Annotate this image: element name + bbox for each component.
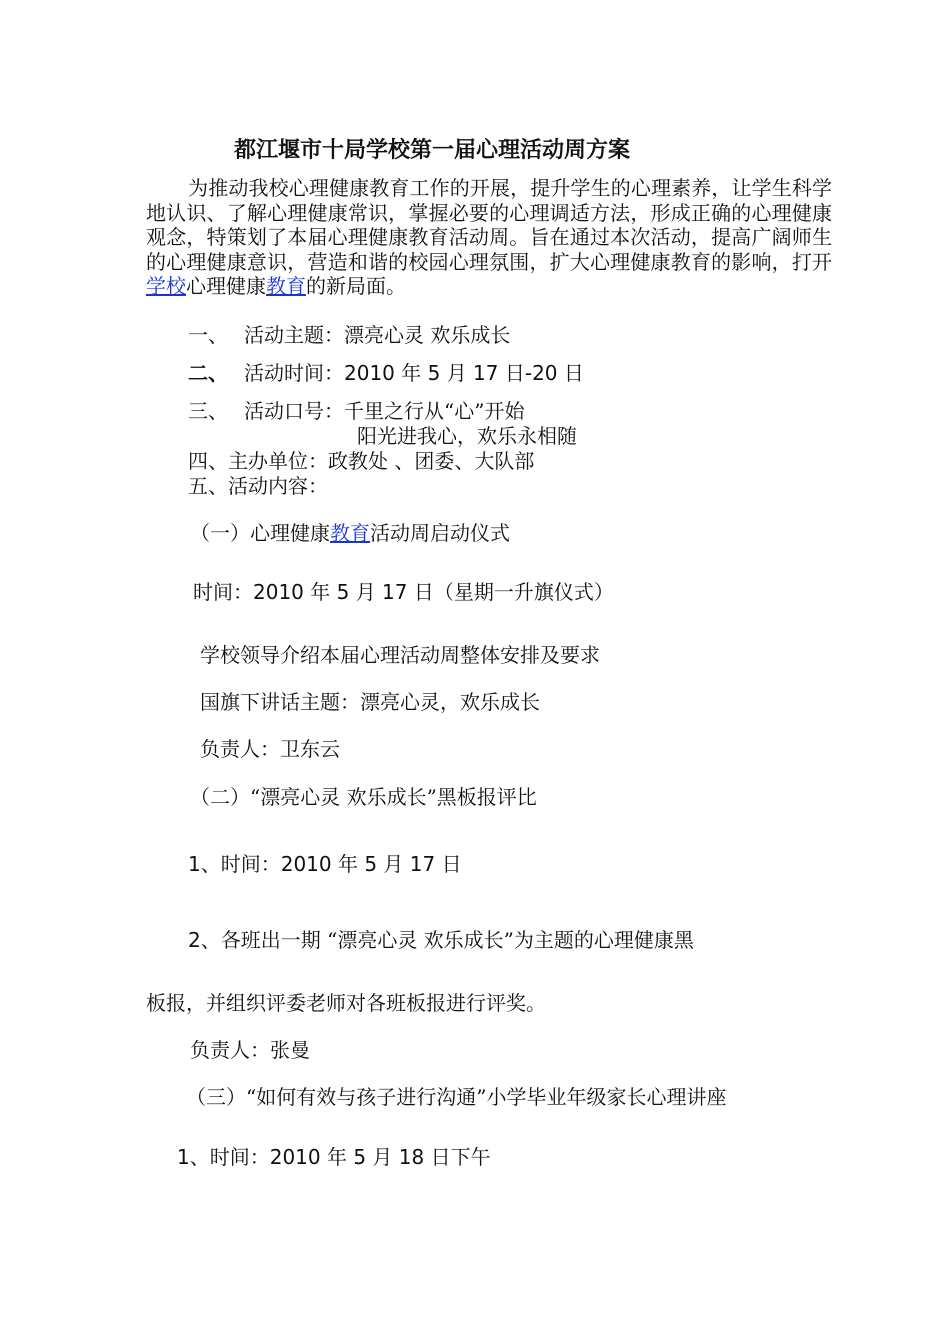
part-2-item-2 [188, 928, 694, 952]
item-text: 、各班出一期 “漂亮心灵 欢乐成长”为主题的心理健康黑 [200, 928, 694, 952]
item-number: 1 [177, 1145, 190, 1169]
part-1-owner: 负责人：卫东云 [200, 737, 340, 761]
section-date: 2010 年 5 月 17 日-20 日 [344, 361, 584, 385]
part-3-item-1 [177, 1145, 491, 1169]
part-1-line-1: 学校领导介绍本届心理活动周整体安排及要求 [200, 643, 600, 667]
section-text: 活动主题：漂亮心灵 欢乐成长 [244, 323, 511, 347]
section-label: 活动时间： [244, 361, 344, 385]
section-theme [188, 323, 510, 347]
intro-text-3: 的新局面。 [306, 274, 406, 298]
school-link[interactable]: 学校 [146, 274, 186, 298]
part-1-heading-text: （一）心理健康 [190, 521, 330, 545]
section-number: 一、 [188, 323, 228, 347]
item-number: 1 [188, 852, 201, 876]
time-value: 2010 年 5 月 17 日 [253, 580, 434, 604]
part-1-time [193, 580, 614, 604]
section-content: 五、活动内容： [188, 474, 328, 498]
part-1-heading-text-2: 活动周启动仪式 [370, 521, 510, 545]
time-note: （星期一升旗仪式） [433, 580, 614, 604]
part-3-heading: （三）“如何有效与孩子进行沟通”小学毕业年级家长心理讲座 [186, 1085, 727, 1109]
part-1-line-2: 国旗下讲话主题：漂亮心灵，欢乐成长 [200, 690, 540, 714]
section-text: 活动口号：千里之行从“心”开始 [244, 399, 525, 423]
item-value: 2010 年 5 月 18 日 [269, 1145, 451, 1169]
section-time [188, 361, 584, 385]
time-label: 时间： [193, 580, 253, 604]
slogan-line-2: 阳光进我心，欢乐永相随 [357, 424, 577, 448]
education-link-2[interactable]: 教育 [330, 521, 370, 545]
intro-text-1: 为推动我校心理健康教育工作的开展，提升学生的心理素养，让学生科学地认识、了解心理健康常识，掌握必要的心理调适方法，形成正确的心理健康观念，特策划了本届心理健康教育活动周。旨在通过本次活动，提高广阔师生的心理健康意识，营造和谐的校园心理氛围，扩大心理健康教育的影响，打开 [146, 176, 832, 274]
item-value: 2010 年 5 月 17 日 [280, 852, 462, 876]
item-number: 2 [188, 928, 201, 952]
section-organizer: 四、主办单位：政教处 、团委、大队部 [188, 449, 535, 473]
document-title: 都江堰市十局学校第一届心理活动周方案 [234, 137, 631, 163]
part-2-owner: 负责人：张曼 [190, 1038, 310, 1062]
item-label: 、时间： [189, 1145, 270, 1169]
section-number: 三、 [188, 399, 228, 423]
section-number: 二、 [188, 361, 228, 385]
part-2-heading: （二）“漂亮心灵 欢乐成长”黑板报评比 [190, 785, 537, 809]
intro-text-2: 心理健康 [186, 274, 266, 298]
item-label: 、时间： [200, 852, 281, 876]
intro-paragraph [146, 176, 832, 299]
part-2-item-1 [188, 852, 462, 876]
part-1-heading [190, 521, 510, 545]
item-suffix: 下午 [450, 1145, 491, 1169]
part-2-item-2-continued: 板报，并组织评委老师对各班板报进行评奖。 [146, 991, 546, 1015]
education-link[interactable]: 教育 [266, 274, 306, 298]
section-slogan [188, 399, 524, 423]
